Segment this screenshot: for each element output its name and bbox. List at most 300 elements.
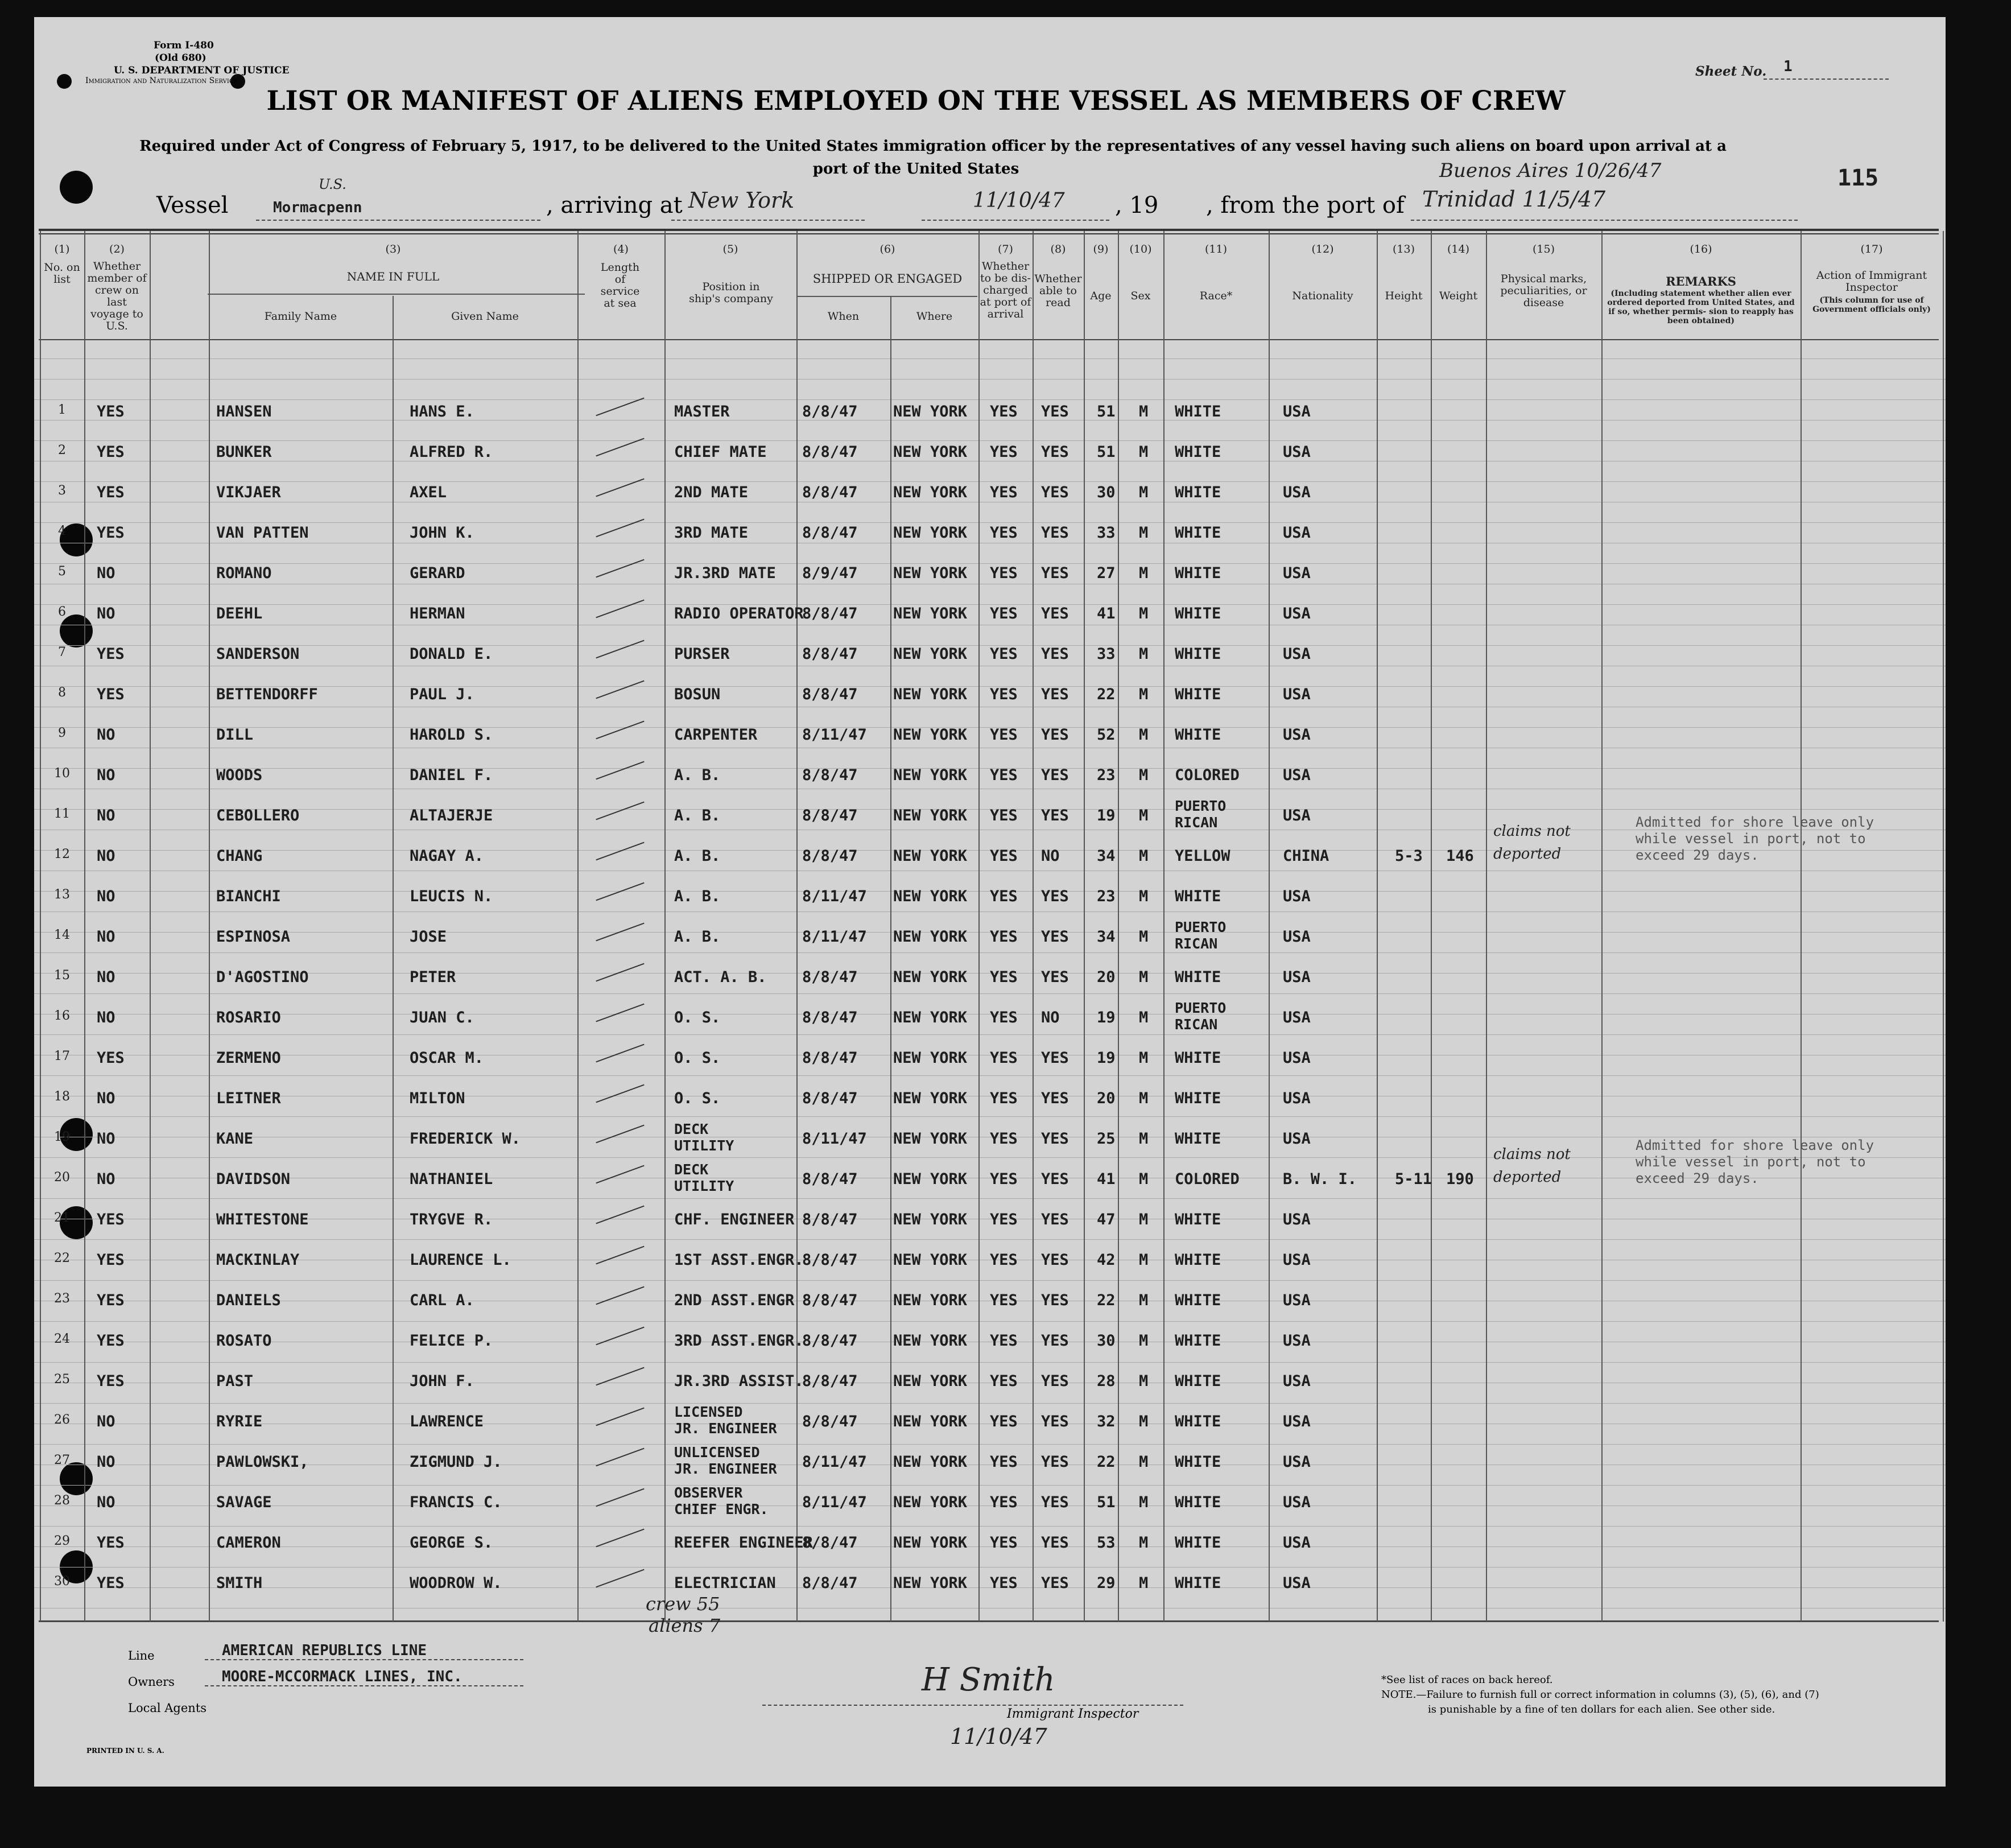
given-name-cell: JOSE	[410, 928, 447, 946]
race-cell: WHITE	[1175, 968, 1221, 986]
vessel-underline	[256, 220, 540, 221]
shipped-when-cell: 8/8/47	[802, 1049, 858, 1067]
col-header: Whether member of crew on last voyage to U.S.	[87, 260, 147, 332]
discharged-cell: YES	[990, 726, 1018, 744]
service-tick-mark	[596, 398, 644, 416]
arriving-underline	[671, 220, 865, 221]
discharged-cell: YES	[990, 847, 1018, 865]
discharged-cell: YES	[990, 1009, 1018, 1026]
discharged-cell: YES	[990, 1574, 1018, 1592]
given-name-cell: GEORGE S.	[410, 1534, 493, 1552]
row-number: 18	[54, 1090, 70, 1104]
position-cell: CHIEF MATE	[674, 443, 767, 461]
family-name-cell: D'AGOSTINO	[216, 968, 309, 986]
age-cell: 29	[1097, 1574, 1116, 1592]
able-to-read-cell: YES	[1041, 807, 1069, 824]
col-header: Height	[1385, 290, 1423, 302]
sex-cell: M	[1139, 524, 1149, 542]
shipped-when-cell: 8/8/47	[802, 1413, 858, 1430]
manifest-title: LIST OR MANIFEST OF ALIENS EMPLOYED ON THE VESSEL AS MEMBERS OF CREW	[266, 85, 1566, 117]
service-tick-mark	[596, 882, 644, 901]
age-cell: 53	[1097, 1534, 1116, 1552]
age-cell: 20	[1097, 968, 1116, 986]
crew-row	[34, 1201, 1943, 1241]
race-cell: WHITE	[1175, 1090, 1221, 1107]
able-to-read-cell: YES	[1041, 564, 1069, 582]
family-name-cell: DAVIDSON	[216, 1170, 291, 1188]
crew-row	[34, 1524, 1943, 1565]
col-num: (9)	[1093, 243, 1109, 255]
age-cell: 19	[1097, 1009, 1116, 1026]
service-tick-mark	[596, 478, 644, 497]
col-num: (16)	[1690, 243, 1712, 255]
race-cell: YELLOW	[1175, 847, 1230, 865]
page-number: 115	[1837, 165, 1879, 191]
col-header: NAME IN FULL	[346, 270, 440, 283]
age-cell: 34	[1097, 928, 1116, 946]
col-num: (14)	[1447, 243, 1469, 255]
sex-cell: M	[1139, 1413, 1149, 1430]
row-number: 12	[54, 847, 70, 861]
discharged-cell: YES	[990, 1372, 1018, 1390]
position-cell: REEFER ENGINEER	[674, 1534, 813, 1552]
age-cell: 28	[1097, 1372, 1116, 1390]
discharged-cell: YES	[990, 484, 1018, 501]
last-voyage-cell: NO	[97, 1090, 115, 1107]
row-number: 8	[58, 686, 66, 700]
sex-cell: M	[1139, 766, 1149, 784]
shipped-where-cell: NEW YORK	[893, 686, 968, 703]
ruled-line	[34, 358, 1946, 359]
race-cell: WHITE	[1175, 1292, 1221, 1309]
age-cell: 33	[1097, 645, 1116, 663]
race-note: *See list of races on back hereof.	[1381, 1674, 1553, 1686]
service-tick-mark	[596, 1448, 644, 1467]
last-voyage-cell: NO	[97, 1453, 115, 1471]
row-number: 23	[54, 1292, 70, 1306]
race-cell: WHITE	[1175, 1372, 1221, 1390]
service-tick-mark	[596, 1286, 644, 1305]
family-name-cell: ESPINOSA	[216, 928, 291, 946]
service-tick-mark	[596, 640, 644, 659]
discharged-cell: YES	[990, 1130, 1018, 1148]
last-voyage-cell: NO	[97, 564, 115, 582]
able-to-read-cell: YES	[1041, 484, 1069, 501]
nationality-cell: USA	[1283, 1494, 1311, 1511]
service-tick-mark	[596, 1084, 644, 1103]
family-name-cell: ZERMENO	[216, 1049, 281, 1067]
service-tick-mark	[596, 1125, 644, 1144]
service-tick-mark	[596, 1367, 644, 1386]
col-num: (2)	[109, 243, 125, 255]
discharged-cell: YES	[990, 524, 1018, 542]
race-cell: WHITE	[1175, 645, 1221, 663]
row-number: 24	[54, 1332, 70, 1346]
race-cell: WHITE	[1175, 443, 1221, 461]
row-number: 4	[58, 524, 66, 538]
sex-cell: M	[1139, 968, 1149, 986]
shipped-where-cell: NEW YORK	[893, 1574, 968, 1592]
nationality-cell: USA	[1283, 726, 1311, 744]
family-name-cell: DILL	[216, 726, 254, 744]
col-num: (17)	[1860, 243, 1883, 255]
service-tick-mark	[596, 438, 644, 457]
sex-cell: M	[1139, 1090, 1149, 1107]
nationality-cell: USA	[1283, 605, 1311, 622]
vessel-prefix: U.S.	[319, 176, 346, 192]
col-num: (13)	[1392, 243, 1415, 255]
race-cell: WHITE	[1175, 403, 1221, 420]
race-cell: WHITE	[1175, 605, 1221, 622]
last-voyage-cell: NO	[97, 1170, 115, 1188]
age-cell: 22	[1097, 1292, 1116, 1309]
last-voyage-cell: NO	[97, 847, 115, 865]
shipped-where-cell: NEW YORK	[893, 605, 968, 622]
age-cell: 22	[1097, 686, 1116, 703]
nationality-cell: USA	[1283, 686, 1311, 703]
age-cell: 51	[1097, 443, 1116, 461]
given-name-cell: NAGAY A.	[410, 847, 484, 865]
nationality-cell: USA	[1283, 1372, 1311, 1390]
able-to-read-cell: YES	[1041, 1130, 1069, 1148]
family-name-cell: KANE	[216, 1130, 254, 1148]
last-voyage-cell: YES	[97, 1211, 125, 1228]
discharged-cell: YES	[990, 605, 1018, 622]
discharged-cell: YES	[990, 1534, 1018, 1552]
able-to-read-cell: YES	[1041, 928, 1069, 946]
nationality-cell: USA	[1283, 1534, 1311, 1552]
discharged-cell: YES	[990, 1170, 1018, 1188]
row-number: 26	[54, 1413, 70, 1427]
shipped-when-cell: 8/8/47	[802, 968, 858, 986]
service: Immigration and Naturalization Service	[85, 76, 238, 85]
row-number: 6	[58, 605, 66, 619]
physical-marks-cell: claims not deported	[1493, 823, 1571, 863]
col-header: Physical marks, peculiarities, or disease	[1500, 273, 1587, 309]
nationality-cell: USA	[1283, 928, 1311, 946]
position-cell: CARPENTER	[674, 726, 758, 744]
service-tick-mark	[596, 923, 644, 942]
nationality-cell: USA	[1283, 645, 1311, 663]
discharged-cell: YES	[990, 766, 1018, 784]
sex-cell: M	[1139, 1251, 1149, 1269]
col-header: Sex	[1130, 290, 1151, 302]
family-name-cell: MACKINLAY	[216, 1251, 300, 1269]
discharged-cell: YES	[990, 1251, 1018, 1269]
discharged-cell: YES	[990, 807, 1018, 824]
age-cell: 34	[1097, 847, 1116, 865]
row-number: 19	[54, 1130, 70, 1144]
last-voyage-cell: YES	[97, 403, 125, 420]
position-cell: A. B.	[674, 928, 721, 946]
service-tick-mark	[596, 1165, 644, 1184]
service-tick-mark	[596, 1246, 644, 1265]
prior-port: Buenos Aires 10/26/47	[1439, 159, 1662, 182]
discharged-cell: YES	[990, 968, 1018, 986]
shipped-where-cell: NEW YORK	[893, 1453, 968, 1471]
race-cell: WHITE	[1175, 1251, 1221, 1269]
table-top-rule	[39, 229, 1939, 231]
shipped-where-cell: NEW YORK	[893, 443, 968, 461]
able-to-read-cell: YES	[1041, 686, 1069, 703]
row-number: 20	[54, 1170, 70, 1185]
race-cell: PUERTO RICAN	[1175, 798, 1227, 831]
race-cell: WHITE	[1175, 1534, 1221, 1552]
service-tick-mark	[596, 1044, 644, 1063]
given-name-cell: AXEL	[410, 484, 447, 501]
nationality-cell: CHINA	[1283, 847, 1329, 865]
crew-row	[34, 1039, 1943, 1080]
row-number: 1	[58, 403, 66, 417]
nationality-cell: USA	[1283, 403, 1311, 420]
discharged-cell: YES	[990, 1413, 1018, 1430]
crew-row	[34, 958, 1943, 999]
shipped-where-cell: NEW YORK	[893, 524, 968, 542]
service-tick-mark	[596, 680, 644, 699]
col-header: Whether to be dis- charged at port of arrival	[980, 260, 1031, 320]
shipped-where-cell: NEW YORK	[893, 1494, 968, 1511]
crew-row	[34, 635, 1943, 676]
row-number: 28	[54, 1494, 70, 1508]
discharged-cell: YES	[990, 1292, 1018, 1309]
col-header: No. on list	[44, 261, 80, 286]
family-name-cell: LEITNER	[216, 1090, 281, 1107]
shipped-where-cell: NEW YORK	[893, 484, 968, 501]
shipped-when-cell: 8/8/47	[802, 443, 858, 461]
col-note: (Including statement whether alien ever ordered deported from United States, and if so, whether permis- sion to reapply has been obtained)	[1607, 289, 1795, 325]
race-cell: WHITE	[1175, 1494, 1221, 1511]
given-name-cell: FELICE P.	[410, 1332, 493, 1350]
race-cell: PUERTO RICAN	[1175, 919, 1227, 952]
family-name-cell: CHANG	[216, 847, 263, 865]
age-cell: 23	[1097, 766, 1116, 784]
race-cell: COLORED	[1175, 766, 1240, 784]
age-cell: 47	[1097, 1211, 1116, 1228]
weight-cell: 146	[1446, 847, 1474, 865]
service-tick-mark	[596, 1408, 644, 1426]
race-cell: WHITE	[1175, 1049, 1221, 1067]
service-tick-mark	[596, 1327, 644, 1346]
family-name-cell: PAWLOWSKI,	[216, 1453, 309, 1471]
port-underline	[1411, 220, 1798, 221]
last-voyage-cell: NO	[97, 726, 115, 744]
nationality-cell: USA	[1283, 1574, 1311, 1592]
service-tick-mark	[596, 559, 644, 578]
sex-cell: M	[1139, 1130, 1149, 1148]
race-cell: WHITE	[1175, 726, 1221, 744]
age-cell: 52	[1097, 726, 1116, 744]
crew-row	[34, 877, 1943, 918]
service-tick-mark	[596, 1529, 644, 1548]
sex-cell: M	[1139, 1292, 1149, 1309]
shipped-where-cell: NEW YORK	[893, 766, 968, 784]
last-voyage-cell: NO	[97, 1009, 115, 1026]
able-to-read-cell: YES	[1041, 968, 1069, 986]
arriving-port: New York	[688, 188, 795, 213]
shipped-where-cell: NEW YORK	[893, 888, 968, 905]
sex-cell: M	[1139, 1534, 1149, 1552]
owners-value: MOORE-MCCORMACK LINES, INC.	[222, 1668, 463, 1685]
col-num: (4)	[613, 243, 629, 255]
last-voyage-cell: NO	[97, 1413, 115, 1430]
sex-cell: M	[1139, 1049, 1149, 1067]
nationality-cell: USA	[1283, 1332, 1311, 1350]
position-cell: ACT. A. B.	[674, 968, 767, 986]
able-to-read-cell: NO	[1041, 847, 1060, 865]
fine-note-1: NOTE.—Failure to furnish full or correct information in columns (3), (5), (6), and (7)	[1381, 1689, 1819, 1701]
family-name-cell: VIKJAER	[216, 484, 281, 501]
row-number: 27	[54, 1453, 70, 1467]
given-name-cell: WOODROW W.	[410, 1574, 502, 1592]
family-name-cell: BUNKER	[216, 443, 272, 461]
row-number: 7	[58, 645, 66, 659]
able-to-read-cell: YES	[1041, 726, 1069, 744]
shipped-where-cell: NEW YORK	[893, 403, 968, 420]
last-voyage-cell: YES	[97, 1534, 125, 1552]
shipped-when-cell: 8/8/47	[802, 484, 858, 501]
col-num: (12)	[1311, 243, 1334, 255]
nationality-cell: USA	[1283, 1292, 1311, 1309]
last-voyage-cell: YES	[97, 1372, 125, 1390]
shipped-where-cell: NEW YORK	[893, 1170, 968, 1188]
family-name-cell: HANSEN	[216, 403, 272, 420]
shipped-when-cell: 8/8/47	[802, 686, 858, 703]
discharged-cell: YES	[990, 1211, 1018, 1228]
col-num: (15)	[1532, 243, 1555, 255]
shipped-when-cell: 8/8/47	[802, 1170, 858, 1188]
sheet-no-label: Sheet No.	[1695, 64, 1767, 79]
age-cell: 32	[1097, 1413, 1116, 1430]
name-split-rule	[208, 294, 585, 295]
col-header: Nationality	[1292, 290, 1353, 302]
crew-count-note: crew 55	[646, 1593, 720, 1615]
discharged-cell: YES	[990, 403, 1018, 420]
discharged-cell: YES	[990, 443, 1018, 461]
age-cell: 19	[1097, 807, 1116, 824]
service-tick-mark	[596, 1569, 644, 1588]
crew-row	[34, 1443, 1943, 1484]
col-num: (8)	[1050, 243, 1066, 255]
shipped-where-cell: NEW YORK	[893, 1251, 968, 1269]
shipped-when-cell: 8/11/47	[802, 928, 867, 946]
signature-line	[762, 1705, 1183, 1706]
given-name-cell: TRYGVE R.	[410, 1211, 493, 1228]
sheet-no-value: 1	[1783, 58, 1793, 75]
shipped-when-cell: 8/11/47	[802, 888, 867, 905]
service-tick-mark	[596, 721, 644, 740]
nationality-cell: USA	[1283, 1453, 1311, 1471]
printed-in-usa: PRINTED IN U. S. A.	[86, 1747, 164, 1755]
col-header: Action of Immigrant Inspector	[1816, 269, 1927, 294]
shipped-when-cell: 8/8/47	[802, 847, 858, 865]
col-header: Position in ship's company	[689, 280, 773, 305]
sex-cell: M	[1139, 484, 1149, 501]
given-name-cell: HAROLD S.	[410, 726, 493, 744]
nationality-cell: USA	[1283, 1090, 1311, 1107]
family-name-cell: SAVAGE	[216, 1494, 272, 1511]
last-voyage-cell: YES	[97, 524, 125, 542]
shipped-where-cell: NEW YORK	[893, 928, 968, 946]
given-name-cell: HERMAN	[410, 605, 465, 622]
race-cell: WHITE	[1175, 564, 1221, 582]
able-to-read-cell: YES	[1041, 1049, 1069, 1067]
shipped-when-cell: 8/11/47	[802, 726, 867, 744]
given-name-cell: ALFRED R.	[410, 443, 493, 461]
crew-row	[34, 1483, 1943, 1524]
service-tick-mark	[596, 963, 644, 982]
crew-row	[34, 1322, 1943, 1363]
row-number: 15	[54, 968, 70, 983]
shipped-when-cell: 8/8/47	[802, 807, 858, 824]
family-name-cell: PAST	[216, 1372, 254, 1390]
given-name-cell: MILTON	[410, 1090, 465, 1107]
position-cell: A. B.	[674, 807, 721, 824]
position-cell: A. B.	[674, 888, 721, 905]
family-name-cell: DEEHL	[216, 605, 263, 622]
form-number: Form I-480	[154, 40, 214, 51]
crew-row	[34, 1402, 1943, 1443]
race-cell: WHITE	[1175, 1211, 1221, 1228]
row-number: 16	[54, 1009, 70, 1023]
col-border	[1943, 231, 1944, 1622]
given-name-cell: ALTAJERJE	[410, 807, 493, 824]
row-number: 30	[54, 1574, 70, 1589]
race-cell: WHITE	[1175, 1332, 1221, 1350]
race-cell: WHITE	[1175, 1413, 1221, 1430]
family-name-cell: VAN PATTEN	[216, 524, 309, 542]
department: U. S. DEPARTMENT OF JUSTICE	[114, 65, 290, 76]
shipped-when-cell: 8/8/47	[802, 1332, 858, 1350]
shipped-where-cell: NEW YORK	[893, 1130, 968, 1148]
crew-row	[34, 918, 1943, 959]
able-to-read-cell: YES	[1041, 1090, 1069, 1107]
inspector-label: Immigrant Inspector	[1007, 1707, 1139, 1721]
row-number: 17	[54, 1049, 70, 1063]
position-cell: ELECTRICIAN	[674, 1574, 776, 1592]
nationality-cell: USA	[1283, 1009, 1311, 1026]
shipped-when-cell: 8/8/47	[802, 1574, 858, 1592]
agents-label: Local Agents	[128, 1701, 207, 1715]
last-voyage-cell: NO	[97, 807, 115, 824]
physical-marks-cell: claims not deported	[1493, 1146, 1571, 1186]
row-number: 3	[58, 484, 66, 498]
position-cell: 2ND MATE	[674, 484, 749, 501]
crew-row	[34, 595, 1943, 636]
col-subheader: Given Name	[451, 310, 519, 323]
able-to-read-cell: YES	[1041, 645, 1069, 663]
from-port: Trinidad 11/5/47	[1422, 187, 1606, 212]
shipped-where-cell: NEW YORK	[893, 1332, 968, 1350]
nationality-cell: USA	[1283, 1049, 1311, 1067]
shipped-when-cell: 8/11/47	[802, 1453, 867, 1471]
shipped-when-cell: 8/8/47	[802, 605, 858, 622]
given-name-cell: FREDERICK W.	[410, 1130, 521, 1148]
given-name-cell: GERARD	[410, 564, 465, 582]
col-header: SHIPPED OR ENGAGED	[812, 272, 963, 286]
col-num: (3)	[385, 243, 401, 255]
service-tick-mark	[596, 802, 644, 820]
manifest-subtitle-1: Required under Act of Congress of February 5, 1917, to be delivered to the United States immigration officer by the representatives of any vessel having such aliens on board upon arrival at a	[139, 138, 1727, 155]
given-name-cell: DANIEL F.	[410, 766, 493, 784]
col-header: Length of service at sea	[600, 261, 640, 310]
row-number: 29	[54, 1534, 70, 1548]
able-to-read-cell: YES	[1041, 1494, 1069, 1511]
owners-label: Owners	[128, 1675, 175, 1689]
age-cell: 42	[1097, 1251, 1116, 1269]
col-subheader: When	[827, 310, 860, 323]
aliens-count-note: aliens 7	[649, 1615, 721, 1636]
row-number: 5	[58, 564, 66, 579]
